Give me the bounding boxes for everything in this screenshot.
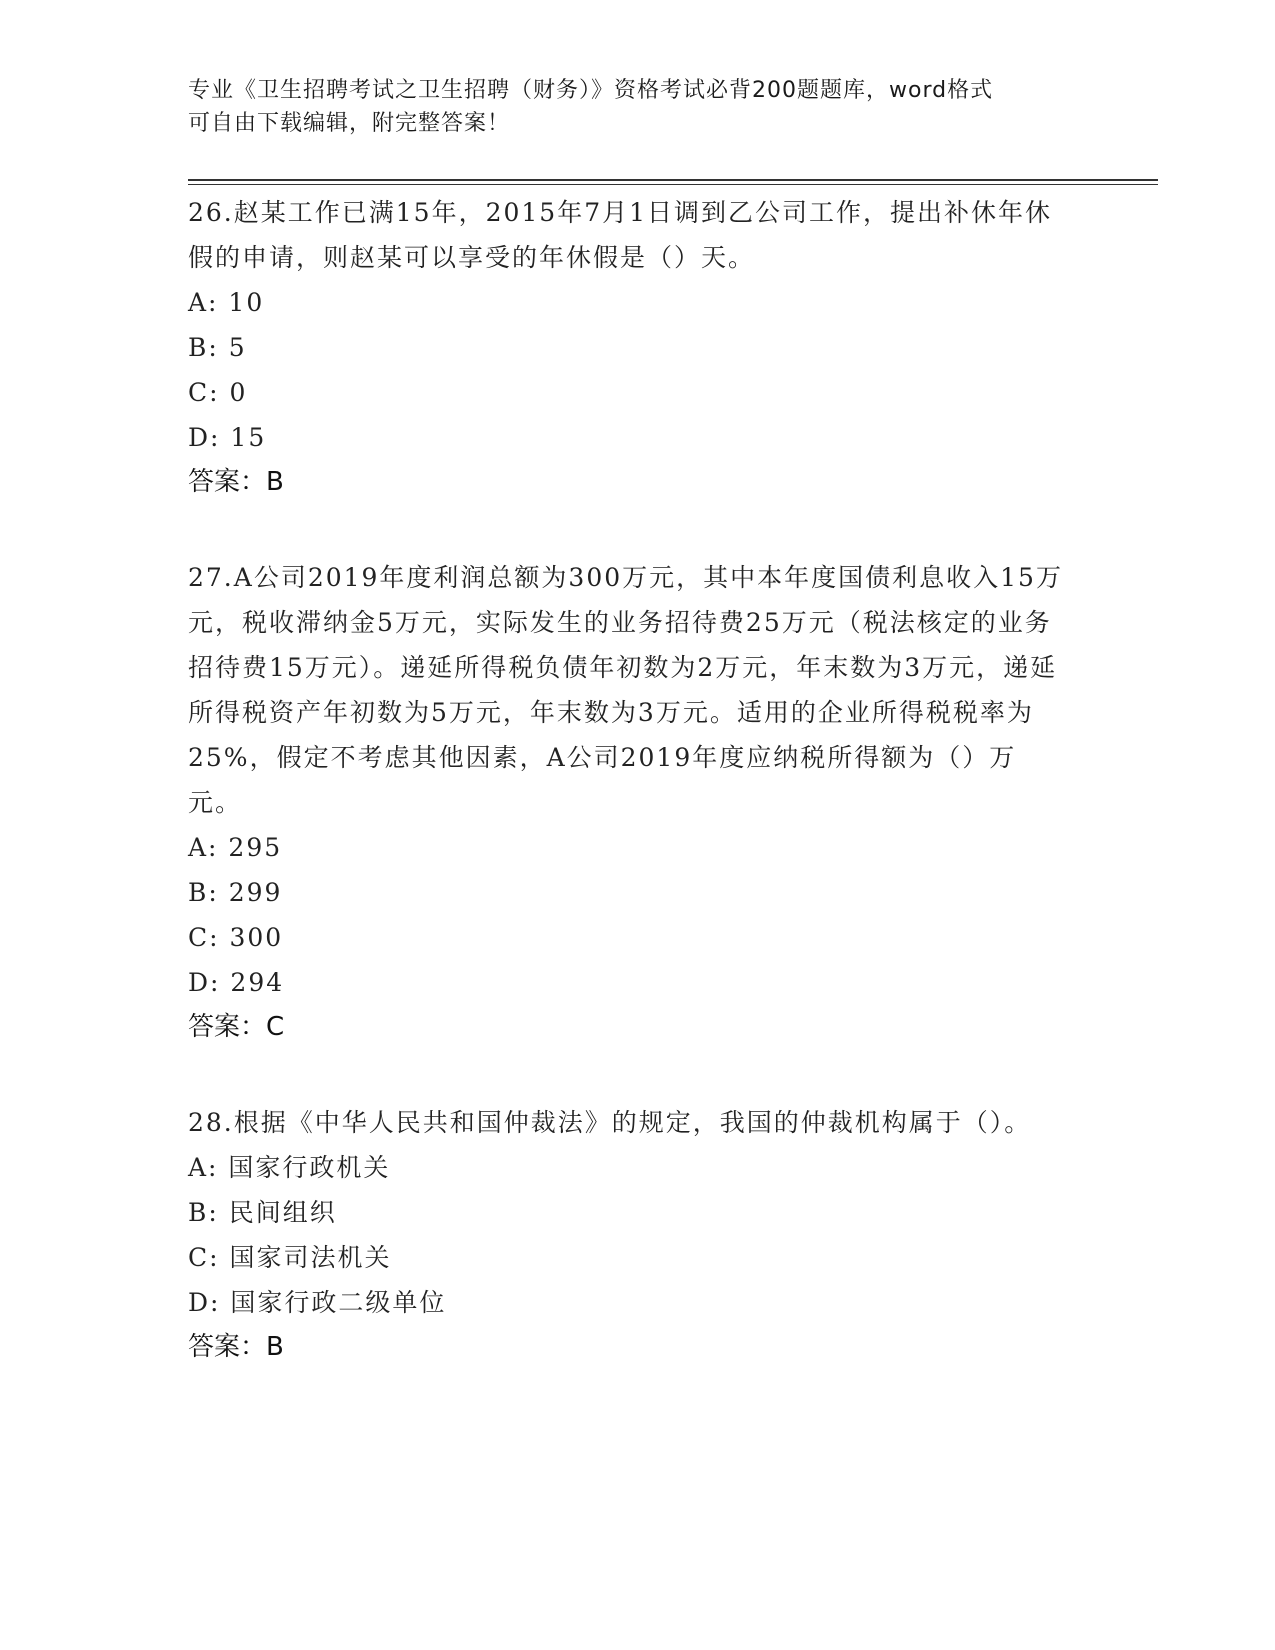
option-a: A: 295 [188,833,283,862]
answer-label: 答案：B [188,467,284,497]
header-line-1: 专业《卫生招聘考试之卫生招聘（财务）》资格考试必背200题题库，word格式 [188,78,994,103]
question-stem: 28.根据《中华人民共和国仲裁法》的规定，我国的仲裁机构属于（）。 [188,1108,1032,1137]
option-d: D: 15 [188,423,267,452]
header-divider-thick [188,179,1158,181]
answer-label: 答案：B [188,1332,284,1362]
answer-label: 答案：C [188,1012,285,1042]
option-d: D: 294 [188,968,285,997]
question-list [188,190,1088,1370]
question-stem: 27.A公司2019年度利润总额为300万元，其中本年度国债利息收入15万元，税收滞纳金5万元，实际发生的业务招待费25万元（税法核定的业务招待费15万元）。递延所得税负债年初数为2万元，年末数为3万元，递延所得税资产年初数为5万元，年末数为3万元。适用的企业所得税税率为25%，假定不考虑其他因素，A公司2019年度应纳税所得额为（）万元。 [188,563,1063,817]
question-27 [188,555,1088,1050]
header-divider-thin [188,184,1158,185]
option-b: B: 299 [188,878,283,907]
option-c: C: 国家司法机关 [188,1243,392,1272]
question-spacer [188,1050,1088,1100]
question-28 [188,1100,1088,1370]
option-c: C: 300 [188,923,284,952]
header-line-2: 可自由下载编辑，附完整答案！ [188,111,511,136]
question-26 [188,190,1088,505]
option-d: D: 国家行政二级单位 [188,1288,447,1317]
document-header [188,74,1068,140]
option-b: B: 民间组织 [188,1198,337,1227]
question-spacer [188,505,1088,555]
option-a: A: 10 [188,288,265,317]
question-stem: 26.赵某工作已满15年，2015年7月1日调到乙公司工作，提出补休年休假的申请，则赵某可以享受的年休假是（）天。 [188,198,1053,272]
option-a: A: 国家行政机关 [188,1153,391,1182]
option-b: B: 5 [188,333,247,362]
option-c: C: 0 [188,378,248,407]
